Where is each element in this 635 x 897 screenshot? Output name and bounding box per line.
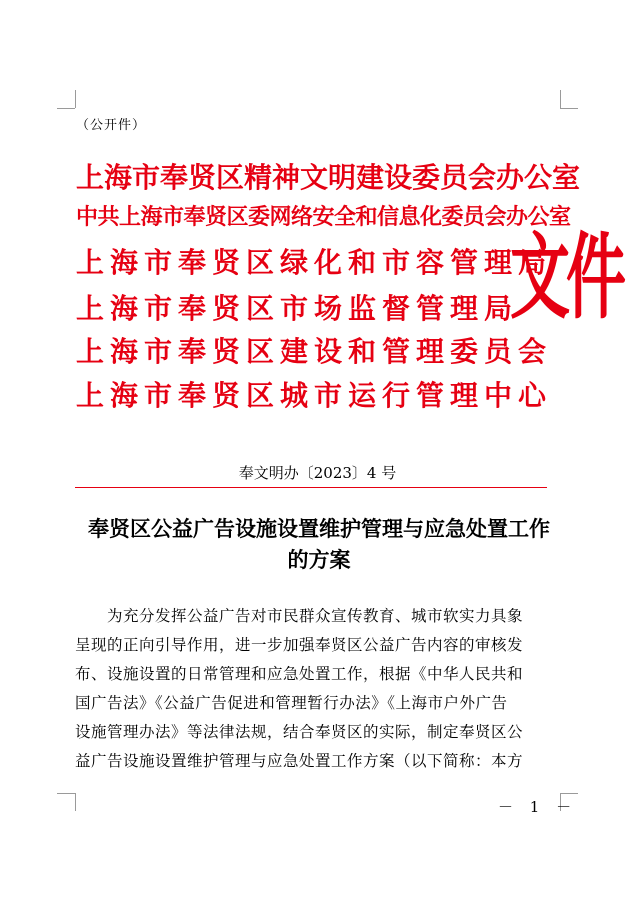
body-text (75, 602, 561, 776)
issuer-1: 上海市奉贤区精神文明建设委员会办公室 (76, 161, 581, 194)
issuer-4: 上海市奉贤区市场监督管理局 (76, 292, 519, 325)
document-stamp: 文件 (510, 224, 622, 333)
page-number: － 1 － (498, 798, 578, 816)
issuer-5: 上海市奉贤区建设和管理委员会 (76, 335, 553, 368)
public-tag: （公开件） (76, 118, 147, 133)
body-line: 国广告法》《公益广告促进和管理暂行办法》《上海市户外广告 (75, 694, 508, 712)
body-line: 益广告设施设置维护管理与应急处置工作方案（以下简称：本方 (75, 752, 524, 770)
body-line: 设施管理办法》等法律法规，结合奉贤区的实际，制定奉贤区公 (75, 723, 524, 741)
issuer-2: 中共上海市奉贤区委网络安全和信息化委员会办公室 (76, 204, 571, 230)
document-number: 奉文明办〔2023〕4 号 (238, 464, 397, 482)
body-line: 呈现的正向引导作用，进一步加强奉贤区公益广告内容的审核发 (75, 636, 524, 654)
title-line-1: 奉贤区公益广告设施设置维护管理与应急处置工作 (88, 516, 550, 541)
red-divider (75, 487, 547, 488)
issuer-6: 上海市奉贤区城市运行管理中心 (76, 379, 553, 412)
title-line-2: 的方案 (287, 547, 351, 572)
document-title (75, 513, 563, 575)
body-line: 布、设施设置的日常管理和应急处置工作，根据《中华人民共和 (75, 665, 524, 683)
body-line: 为充分发挥公益广告对市民群众宣传教育、城市软实力具象 (75, 607, 524, 625)
issuer-3: 上海市奉贤区绿化和市容管理局 (76, 246, 553, 279)
